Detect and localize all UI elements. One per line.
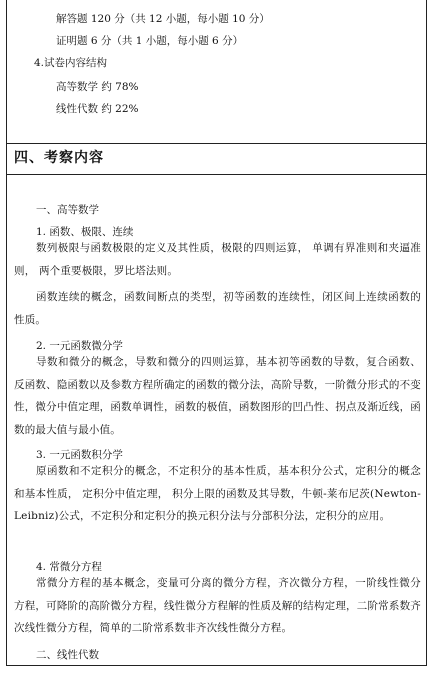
paragraph: 数列极限与函数极限的定义及其性质，极限的四则运算， 单调有界准则和夹逼准则， 两个重要极限，罗比塔法则。: [14, 242, 421, 277]
subsection-title: 2. 一元函数微分学: [36, 340, 123, 352]
structure-row-linear-algebra: 线性代数 约 22%: [56, 103, 139, 115]
part-title: 二、线性代数: [36, 649, 99, 661]
table-divider: [6, 174, 427, 175]
subsection-title: 1. 函数、极限、连续: [36, 226, 134, 238]
paragraph: 原函数和不定积分的概念，不定积分的基本性质，基本积分公式，定积分的概念和基本性质， 定积分中值定理， 积分上限的函数及其导数，牛顿-莱布尼茨(Newton-Leibniz)公式，不定积分和定积分的换元积分法与分部积分法，定积分的应用。: [14, 465, 421, 522]
paragraph: 导数和微分的概念，导数和微分的四则运算，基本初等函数的导数，复合函数、反函数、隐函数以及参数方程所确定的函数的微分法，高阶导数，一阶微分形式的不变性，微分中值定理，函数单调性，函数的极值，函数图形的凹凸性、拐点及渐近线，函数的最大值与最小值。: [14, 356, 421, 436]
structure-title: 4.试卷内容结构: [34, 57, 108, 69]
table-divider: [6, 143, 427, 144]
subsection-title: 4. 常微分方程: [36, 561, 102, 573]
part-title: 一、高等数学: [36, 204, 99, 216]
section-title: 四、考察内容: [14, 150, 104, 166]
paragraph: 常微分方程的基本概念，变量可分离的微分方程，齐次微分方程，一阶线性微分方程，可降阶的高阶微分方程，线性微分方程解的性质及解的结构定理，二阶常系数齐次线性微分方程，简单的二阶常系数非齐次线性微分方程。: [14, 577, 421, 634]
subsection-title: 3. 一元函数积分学: [36, 449, 123, 461]
score-row-proof: 证明题 6 分（共 1 小题，每小题 6 分）: [56, 35, 244, 47]
paragraph: 函数连续的概念，函数间断点的类型，初等函数的连续性，闭区间上连续函数的性质。: [14, 291, 421, 326]
score-row-answer: 解答题 120 分（共 12 小题，每小题 10 分）: [56, 13, 270, 25]
structure-row-calculus: 高等数学 约 78%: [56, 81, 139, 93]
